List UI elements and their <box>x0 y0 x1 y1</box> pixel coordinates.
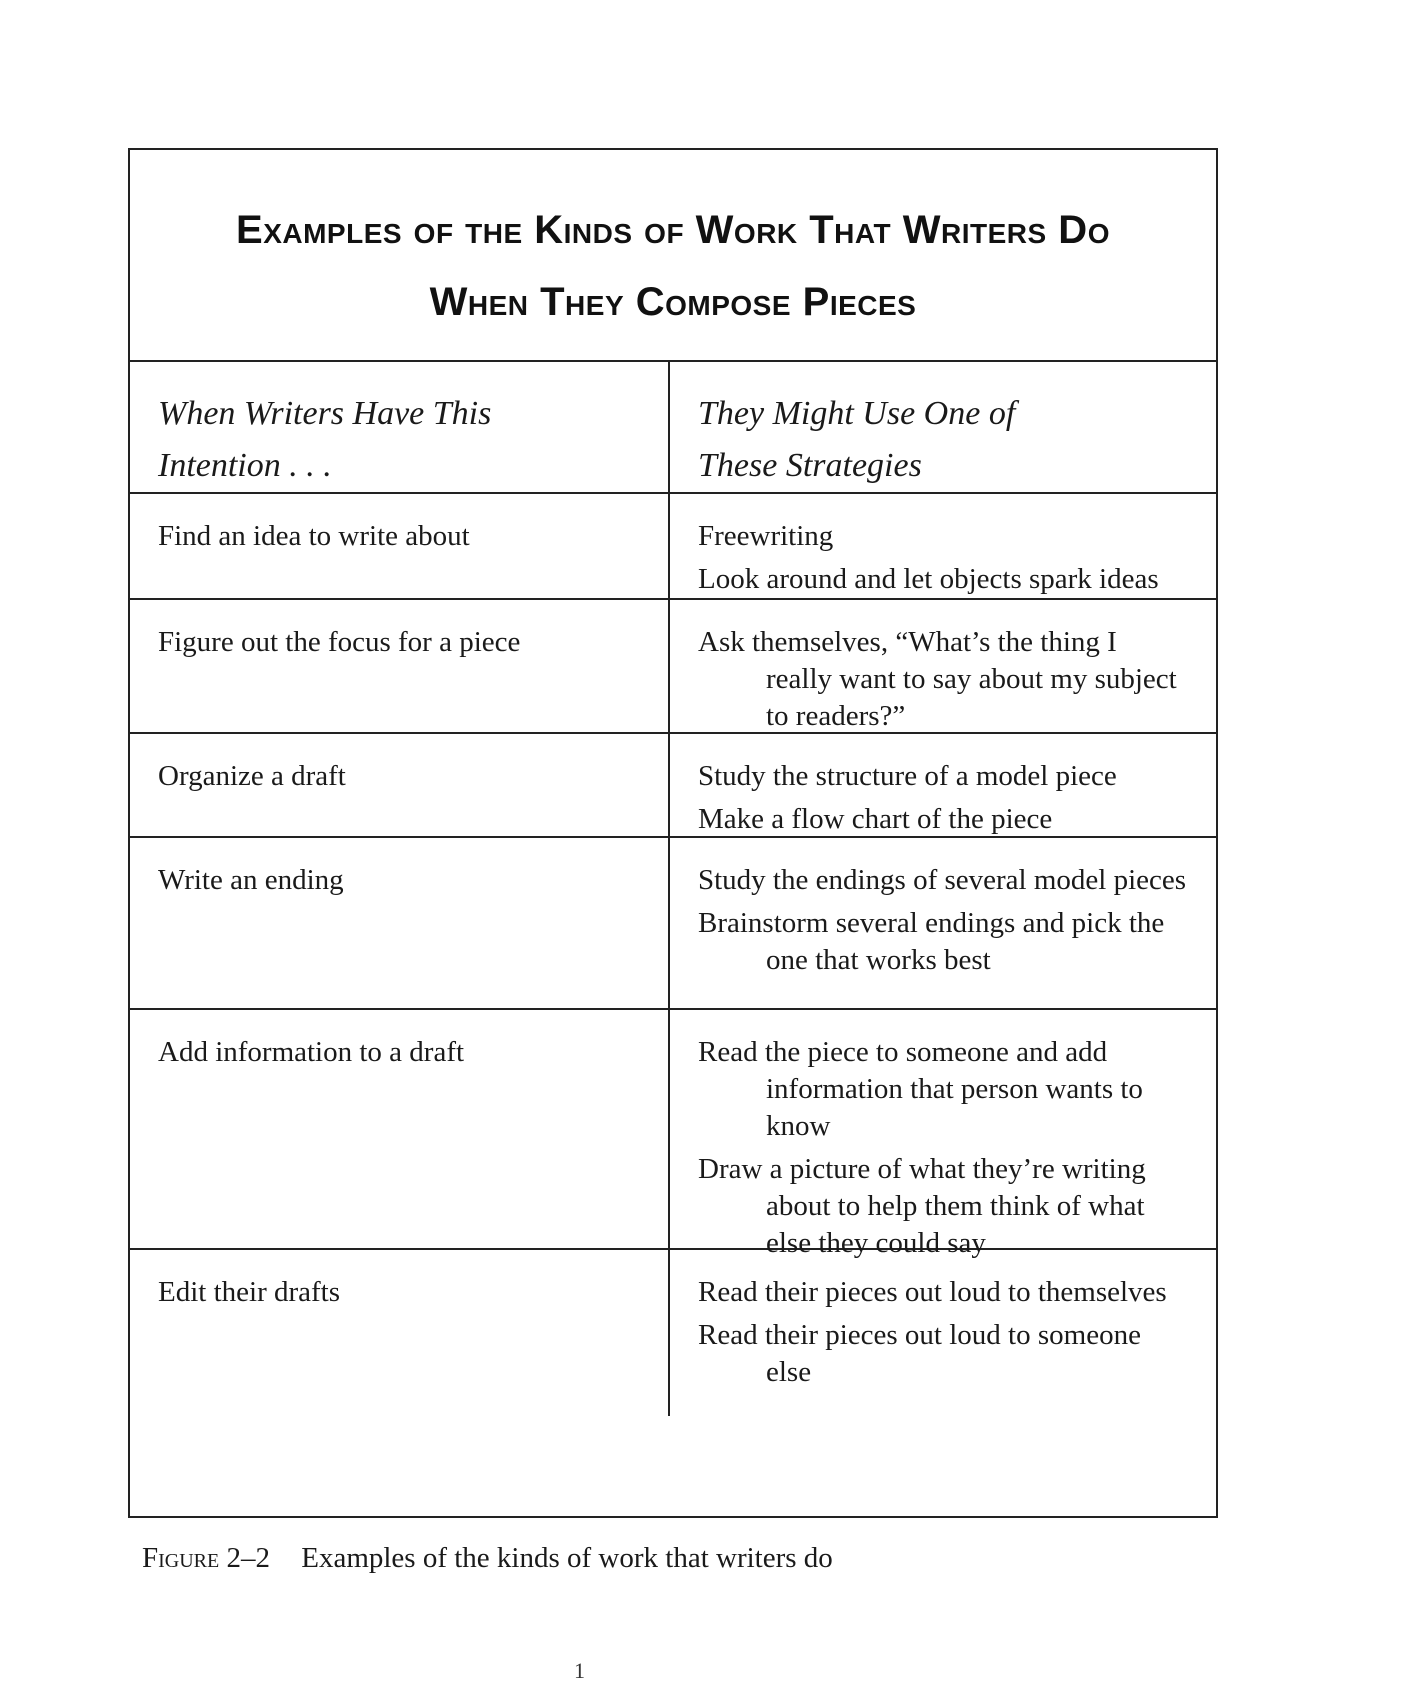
intention-cell: Write an ending <box>130 838 670 1010</box>
table-row <box>130 1250 1216 1416</box>
strategy-item: Read their pieces out loud to someone else <box>698 1319 1141 1388</box>
strategies-cell <box>670 600 1216 734</box>
strategies-cell <box>670 734 1216 838</box>
strategy-item: Read their pieces out loud to themselves <box>698 1276 1167 1308</box>
strategy-item: Look around and let objects spark ideas <box>698 563 1159 595</box>
column-header-strategies-line-2: These Strategies <box>698 447 922 484</box>
page-number: 1 <box>574 1658 585 1683</box>
column-header-intention-line-1: When Writers Have This <box>158 395 492 432</box>
intention-cell: Edit their drafts <box>130 1250 670 1416</box>
strategy-item: Study the structure of a model piece <box>698 760 1117 792</box>
strategy-item: Study the endings of several model pieces <box>698 864 1187 896</box>
strategies-cell <box>670 1250 1216 1416</box>
strategy-item: Draw a picture of what they’re writing about to help them think of what else they could say <box>698 1153 1146 1259</box>
table-title <box>130 150 1216 362</box>
table-row <box>130 600 1216 734</box>
strategy-item: Freewriting <box>698 520 834 552</box>
intention-cell: Find an idea to write about <box>130 494 670 600</box>
strategy-item: Read the piece to someone and add information that person wants to know <box>698 1036 1143 1142</box>
table-title-line-2: When They Compose Pieces <box>429 280 917 324</box>
figure-caption <box>142 1542 833 1575</box>
strategies-cell <box>670 494 1216 600</box>
strategy-item: Ask themselves, “What’s the thing I really want to say about my subject to readers?” <box>698 626 1177 732</box>
table-row <box>130 1010 1216 1259</box>
strategies-cell <box>670 1010 1216 1259</box>
table-row <box>130 734 1216 838</box>
strategy-item: Make a flow chart of the piece <box>698 803 1053 835</box>
figure-caption-text: Examples of the kinds of work that writers do <box>301 1542 833 1574</box>
table-row <box>130 838 1216 1010</box>
intention-cell: Organize a draft <box>130 734 670 838</box>
column-header-intention-line-2: Intention . . . <box>158 447 332 484</box>
table-header-row <box>130 362 1216 494</box>
column-header-strategies-line-1: They Might Use One of <box>698 395 1016 432</box>
intention-cell: Figure out the focus for a piece <box>130 600 670 734</box>
column-header-intention <box>130 362 670 494</box>
strategies-table <box>128 148 1218 1518</box>
figure-label: Figure 2–2 <box>142 1542 270 1574</box>
table-row <box>130 494 1216 600</box>
intention-cell: Add information to a draft <box>130 1010 670 1250</box>
table-title-line-1: Examples of the Kinds of Work That Writers Do <box>236 208 1110 252</box>
column-header-strategies <box>670 362 1216 494</box>
strategies-cell <box>670 838 1216 1010</box>
strategy-item: Brainstorm several endings and pick the one that works best <box>698 907 1165 976</box>
